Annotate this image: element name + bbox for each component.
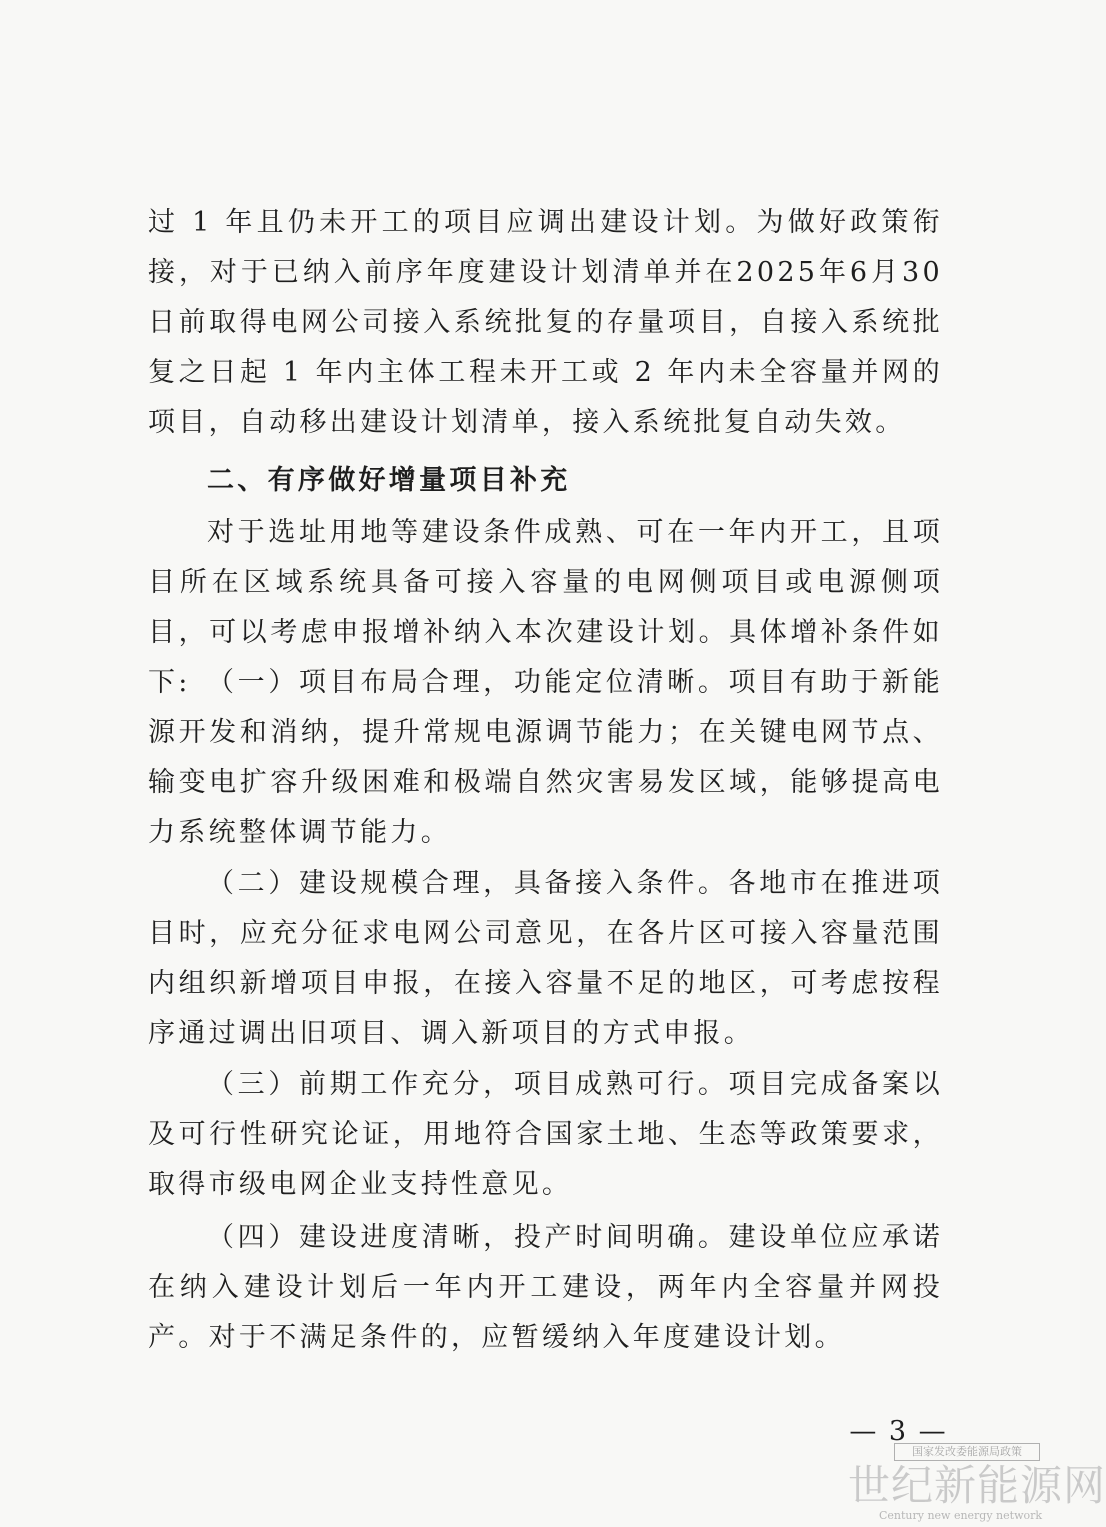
- paragraph-supplement-conditions: 对于选址用地等建设条件成熟、可在一年内开工，且项目所在区域系统具备可接入容量的电网侧项目或电源侧项目，可以考虑申报增补纳入本次建设计划。具体增补条件如下:: [148, 517, 943, 698]
- paragraph-condition-3: （三）前期工作充分，项目成熟可行。项目完成备案以及可行性研究论证，用地符合国家土地、生态等政策要求，取得市级电网企业支持性意见。: [148, 1069, 943, 1200]
- paragraph-transition-policy: 过 1 年且仍未开工的项目应调出建设计划。为做好政策衔接，对于已纳入前序年度建设计划清单并在2025年6月30日前取得电网公司接入系统批复的存量项目，自接入系统批复之日起 1 年内主体工程未开工或 2 年内未全容量并网的项目，自动移出建设计划清单，接入系统批复自动失效。: [148, 207, 943, 438]
- paragraph-condition-2: （二）建设规模合理，具备接入条件。各地市在推进项目时，应充分征求电网公司意见，在各片区可接入容量范围内组织新增项目申报，在接入容量不足的地区，可考虑按程序通过调出旧项目、调入新项目的方式申报。: [148, 868, 943, 1049]
- watermark-sub-text: Century new energy network: [878, 1509, 1043, 1522]
- paragraph-condition-4: （四）建设进度清晰，投产时间明确。建设单位应承诺在纳入建设计划后一年内开工建设，两年内全容量并网投产。对于不满足条件的，应暂缓纳入年度建设计划。: [148, 1222, 943, 1353]
- watermark-logo: [848, 1437, 1106, 1525]
- watermark-top-text: 国家发改委能源局政策: [894, 1443, 1040, 1461]
- paragraph-condition-1: （一）项目布局合理，功能定位清晰。项目有助于新能源开发和消纳，提升常规电源调节能力；在关键电网节点、输变电扩容升级困难和极端自然灾害易发区域，能够提高电力系统整体调节能力。: [148, 667, 943, 848]
- watermark-main-text: 世纪新能源网: [848, 1461, 1106, 1510]
- section-heading-incremental-projects: 二、有序做好增量项目补充: [207, 465, 571, 496]
- page-number: — 3 —: [849, 1416, 948, 1447]
